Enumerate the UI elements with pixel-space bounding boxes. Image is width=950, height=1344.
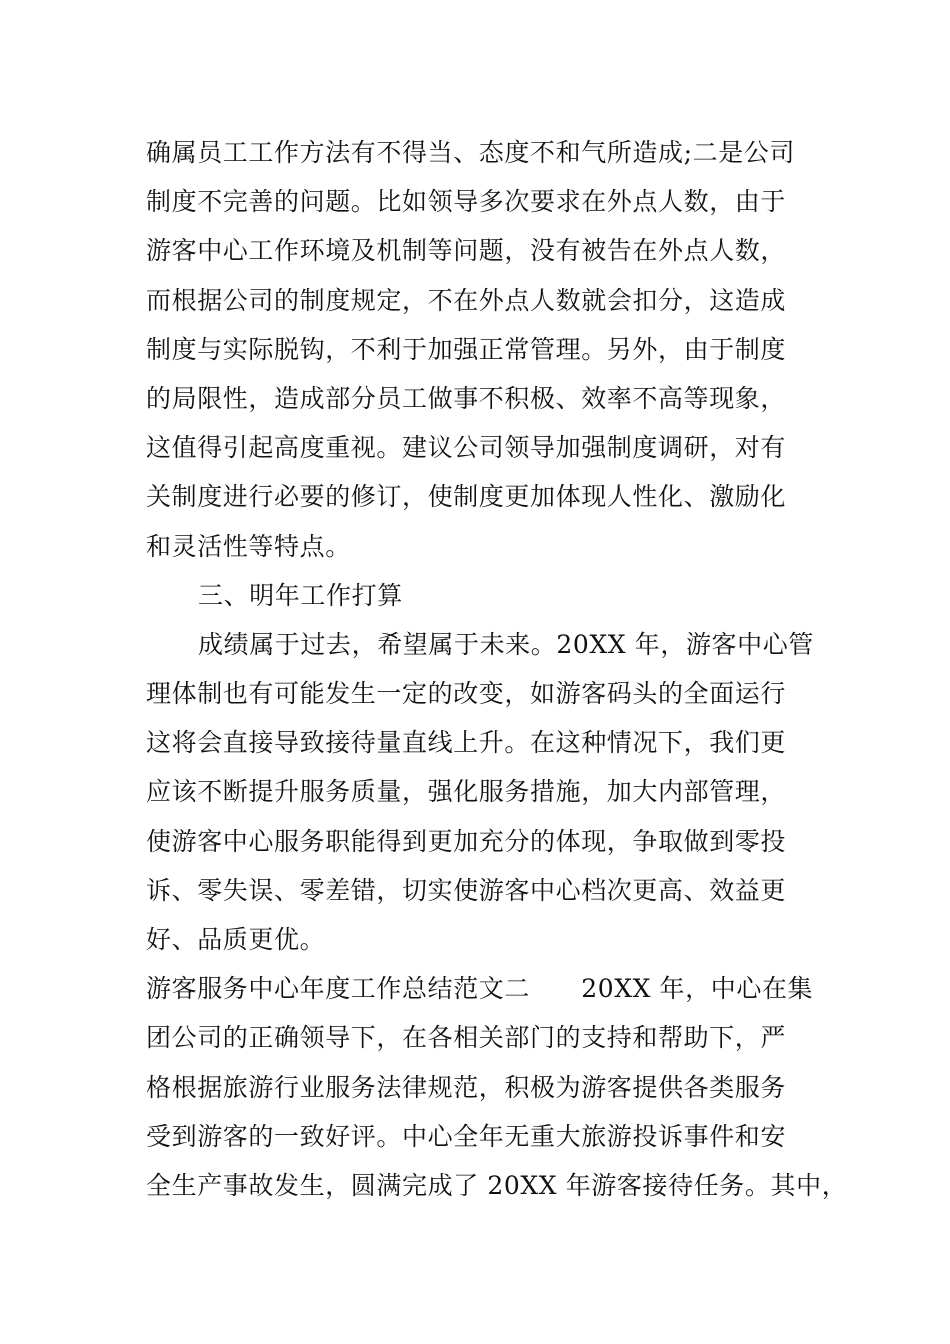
- text-line: 格根据旅游行业服务法律规范，积极为游客提供各类服务: [146, 1072, 787, 1102]
- document-body: [146, 128, 846, 1210]
- text-line: 理体制也有可能发生一定的改变，如游客码头的全面运行: [146, 679, 787, 709]
- text-line: 诉、零失误、零差错，切实使游客中心档次更高、效益更: [146, 875, 787, 905]
- text-line: 这值得引起高度重视。建议公司领导加强制度调研，对有: [146, 433, 787, 463]
- text-line: 受到游客的一致好评。中心全年无重大旅游投诉事件和安: [146, 1121, 787, 1151]
- section-heading: 三、明年工作打算: [198, 580, 403, 610]
- text-line: 制度与实际脱钩，不利于加强正常管理。另外，由于制度: [146, 334, 787, 364]
- text-line: 游客服务中心年度工作总结范文二 20XX 年，中心在集: [146, 974, 814, 1004]
- text-line: 制度不完善的问题。比如领导多次要求在外点人数，由于: [146, 187, 787, 217]
- text-line: 而根据公司的制度规定，不在外点人数就会扣分，这造成: [146, 285, 787, 315]
- text-line: 应该不断提升服务质量，强化服务措施，加大内部管理，: [146, 777, 787, 807]
- text-line: 游客中心工作环境及机制等问题，没有被告在外点人数，: [146, 236, 787, 266]
- text-line: 和灵活性等特点。: [146, 531, 351, 561]
- text-line: 全生产事故发生，圆满完成了 20XX 年游客接待任务。其中，: [146, 1170, 848, 1200]
- text-line: 团公司的正确领导下，在各相关部门的支持和帮助下，严: [146, 1023, 787, 1053]
- text-line: 使游客中心服务职能得到更加充分的体现，争取做到零投: [146, 826, 787, 856]
- text-line: 这将会直接导致接待量直线上升。在这种情况下，我们更: [146, 728, 787, 758]
- text-line: 确属员工工作方法有不得当、态度不和气所造成;二是公司: [146, 138, 796, 167]
- text-line: 的局限性，造成部分员工做事不积极、效率不高等现象，: [146, 383, 787, 413]
- text-line: 好、品质更优。: [146, 925, 326, 954]
- text-line: 关制度进行必要的修订，使制度更加体现人性化、激励化: [146, 482, 787, 512]
- text-line: 成绩属于过去，希望属于未来。20XX 年，游客中心管: [198, 629, 814, 659]
